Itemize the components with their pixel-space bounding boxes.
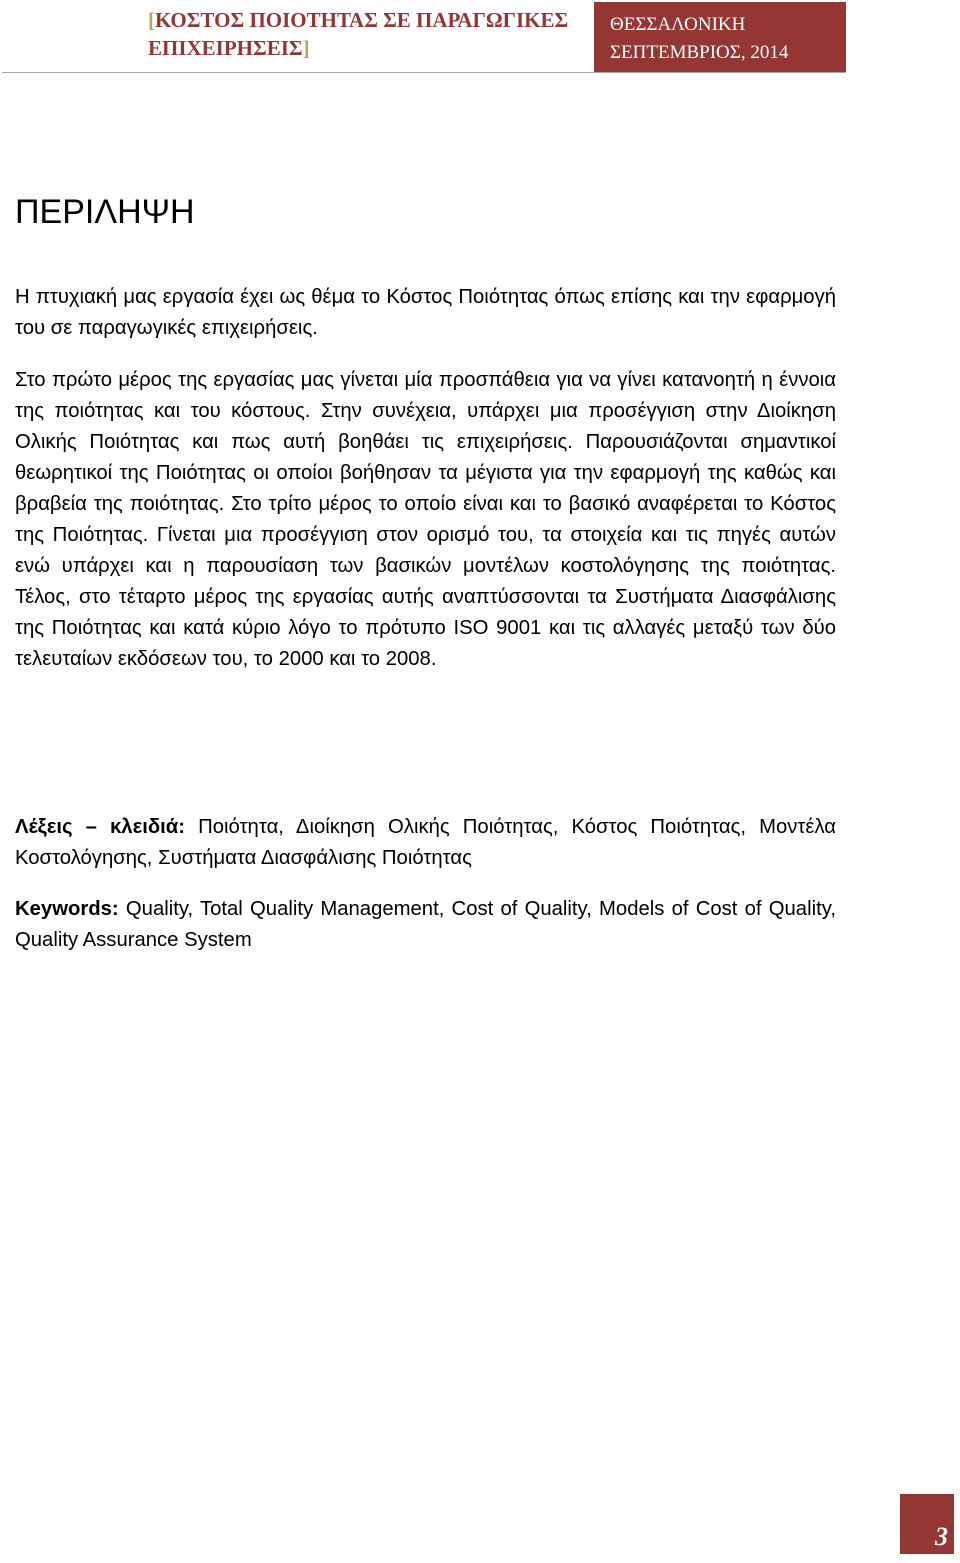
page-number-box xyxy=(900,1494,954,1554)
header-document-title xyxy=(148,6,588,62)
header-info-box xyxy=(594,2,846,72)
abstract-paragraph-1: Η πτυχιακή μας εργασία έχει ως θέμα το Κόστος Ποιότητας όπως επίσης και την εφαρμογή του σε παραγωγικές επιχειρήσεις. xyxy=(15,286,836,339)
header-open-bracket: [ xyxy=(148,8,155,32)
page-number: 3 xyxy=(935,1522,948,1551)
header-close-bracket: ] xyxy=(302,36,310,60)
keywords-greek-label: Λέξεις – κλειδιά: xyxy=(15,816,186,838)
header-location: ΘΕΣΣΑΛΟΝΙΚΗ xyxy=(610,14,746,35)
abstract-paragraph-2: Στο πρώτο μέρος της εργασίας μας γίνεται μία προσπάθεια για να γίνει κατανοητή η έννοια της ποιότητας και του κόστους. Στην συνέχεια, υπάρχει μια προσέγγιση στην Διοίκηση Ολικής Ποιότητας και πως αυτή βοηθάει τις επιχειρήσεις. Παρουσιάζονται σημαντικοί θεωρητικοί της Ποιότητας οι οποίοι βοήθησαν τα μέγιστα για την εφαρμογή της καθώς και βραβεία της ποιότητας. Στο τρίτο μέρος το οποίο είναι και το βασικό αναφέρεται το Κόστος της Ποιότητας. Γίνεται μια προσέγγιση στον ορισμό του, τα στοιχεία και τις πηγές αυτών ενώ υπάρχει και η παρουσίαση των βασικών μοντέλων κοστολόγησης της ποιότητας. Τέλος, στο τέταρτο μέρος της εργασίας αυτής αναπτύσσονται τα Συστήματα Διασφάλισης της Ποιότητας και κατά κύριο λόγο το πρότυπο ISO 9001 και τις αλλαγές μεταξύ των δύο τελευταίων εκδόσεων του, το 2000 και το 2008. xyxy=(15,369,836,670)
keywords-english xyxy=(15,894,836,956)
keywords-greek xyxy=(15,812,836,874)
header-title-text: ΚΟΣΤΟΣ ΠΟΙΟΤΗΤΑΣ ΣΕ ΠΑΡΑΓΩΓΙΚΕΣ ΕΠΙΧΕΙΡΗΣΕΙΣ xyxy=(148,8,569,60)
header-divider xyxy=(2,72,846,73)
section-title: ΠΕΡΙΛΗΨΗ xyxy=(15,193,195,231)
keywords-english-text: Quality, Total Quality Management, Cost of Quality, Models of Cost of Quality, Quality Assurance System xyxy=(15,898,836,951)
keywords-greek-text: Ποιότητα, Διοίκηση Ολικής Ποιότητας, Κόστος Ποιότητας, Μοντέλα Κοστολόγησης, Συστήματα Διασφάλισης Ποιότητας xyxy=(15,816,837,869)
keywords-english-label: Keywords: xyxy=(15,898,119,920)
header-date: ΣΕΠΤΕΜΒΡΙΟΣ, 2014 xyxy=(610,42,789,63)
